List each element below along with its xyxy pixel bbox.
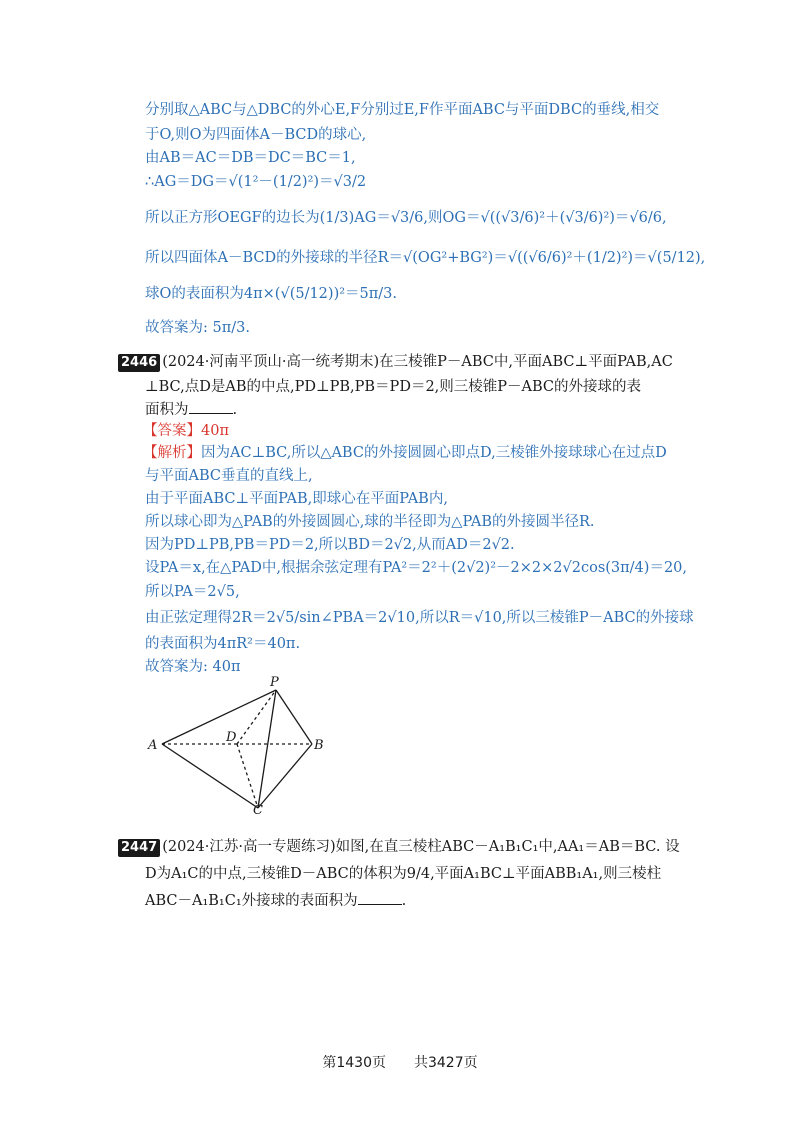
question-2446-line: ⊥BC,点D是AB的中点,PD⊥PB,PB＝PD＝2,则三棱锥P－ABC的外接球的表 [145,379,642,395]
analysis-line: 所以球心即为△PAB的外接圆圆心,球的半径即为△PAB的外接圆半径R. [145,514,595,530]
analysis-line: 所以PA＝2√5, [145,584,240,600]
question-2447-line: D为A₁C的中点,三棱锥D－ABC的体积为9/4,平面A₁BC⊥平面ABB₁A₁,则三棱柱 [145,866,662,882]
solution-line: ∴AG＝DG＝√(1²－(1/2)²)＝√3/2 [145,174,367,190]
question-number-badge: 2447 [118,839,160,857]
analysis-line: 故答案为: 40π [145,659,241,675]
analysis-line: 由正弦定理得2R＝2√5/sin∠PBA＝2√10,所以R＝√10,所以三棱锥P－ABC的外接球 [145,610,694,626]
vertex-label-d: D [226,730,237,745]
answer-blank [358,890,402,905]
question-text: (2024·河南平顶山·高一统考期末)在三棱锥P－ABC中,平面ABC⊥平面PAB,AC [162,354,673,370]
solution-line: 球O的表面积为4π×(√(5/12))²＝5π/3. [145,286,398,302]
analysis-line [143,443,667,463]
question-2446-line [118,352,673,372]
answer-blank [189,399,233,414]
vertex-label-a: A [148,738,158,753]
analysis-line: 由于平面ABC⊥平面PAB,即球心在平面PAB内, [145,491,448,507]
edge-pb [276,690,312,744]
answer-line [143,421,229,441]
solution-line: 于O,则O为四面体A－BCD的球心, [145,127,367,143]
question-number-badge: 2446 [118,354,160,372]
vertex-label-b: B [314,738,324,753]
analysis-text: 因为AC⊥BC,所以△ABC的外接圆圆心即点D,三棱锥外接球球心在过点D [201,445,667,461]
vertex-label-c: C [253,803,263,814]
question-2446-line [145,399,237,420]
pyramid-figure [140,674,340,814]
analysis-line: 因为PD⊥PB,PB＝PD＝2,所以BD＝2√2,从而AD＝2√2. [145,537,515,553]
solution-answer-line: 故答案为: 5π/3. [145,320,250,336]
analysis-line: 设PA＝x,在△PAD中,根据余弦定理有PA²＝2²＋(2√2)²－2×2×2√2cos(3π/4)＝20, [145,560,687,576]
edge-ac [162,744,258,808]
question-2447-line [145,890,406,911]
vertex-label-p: P [270,675,279,690]
answer-label: 【答案】 [143,423,201,439]
question-text: ABC－A₁B₁C₁外接球的表面积为 [145,893,358,909]
solution-line: 由AB＝AC＝DB＝DC＝BC＝1, [145,150,356,166]
question-text: (2024·江苏·高一专题练习)如图,在直三棱柱ABC－A₁B₁C₁中,AA₁＝AB＝BC. 设 [162,839,680,855]
analysis-label: 【解析】 [143,445,201,461]
solution-line: 分别取△ABC与△DBC的外心E,F分别过E,F作平面ABC与平面DBC的垂线,相交 [145,102,660,118]
analysis-line: 与平面ABC垂直的直线上, [145,468,313,484]
question-text: 面积为 [145,402,189,418]
edge-dc-hidden [237,744,258,808]
question-2447-line [118,837,680,857]
page-footer: 第1430页 共3427页 [322,1055,478,1071]
edge-pa [162,690,276,744]
analysis-line: 的表面积为4πR²＝40π. [145,636,301,652]
question-text-end: . [401,893,407,909]
edge-pd-hidden [237,690,276,744]
solution-line: 所以正方形OEGF的边长为(1/3)AG＝√3/6,则OG＝√((√3/6)²＋(√3/6)²)＝√6/6, [145,210,667,226]
solution-line: 所以四面体A－BCD的外接球的半径R＝√(OG²+BG²)＝√((√6/6)²＋(1/2)²)＝√(5/12), [145,250,706,266]
question-text-end: . [232,402,238,418]
answer-value: 40π [201,423,229,439]
